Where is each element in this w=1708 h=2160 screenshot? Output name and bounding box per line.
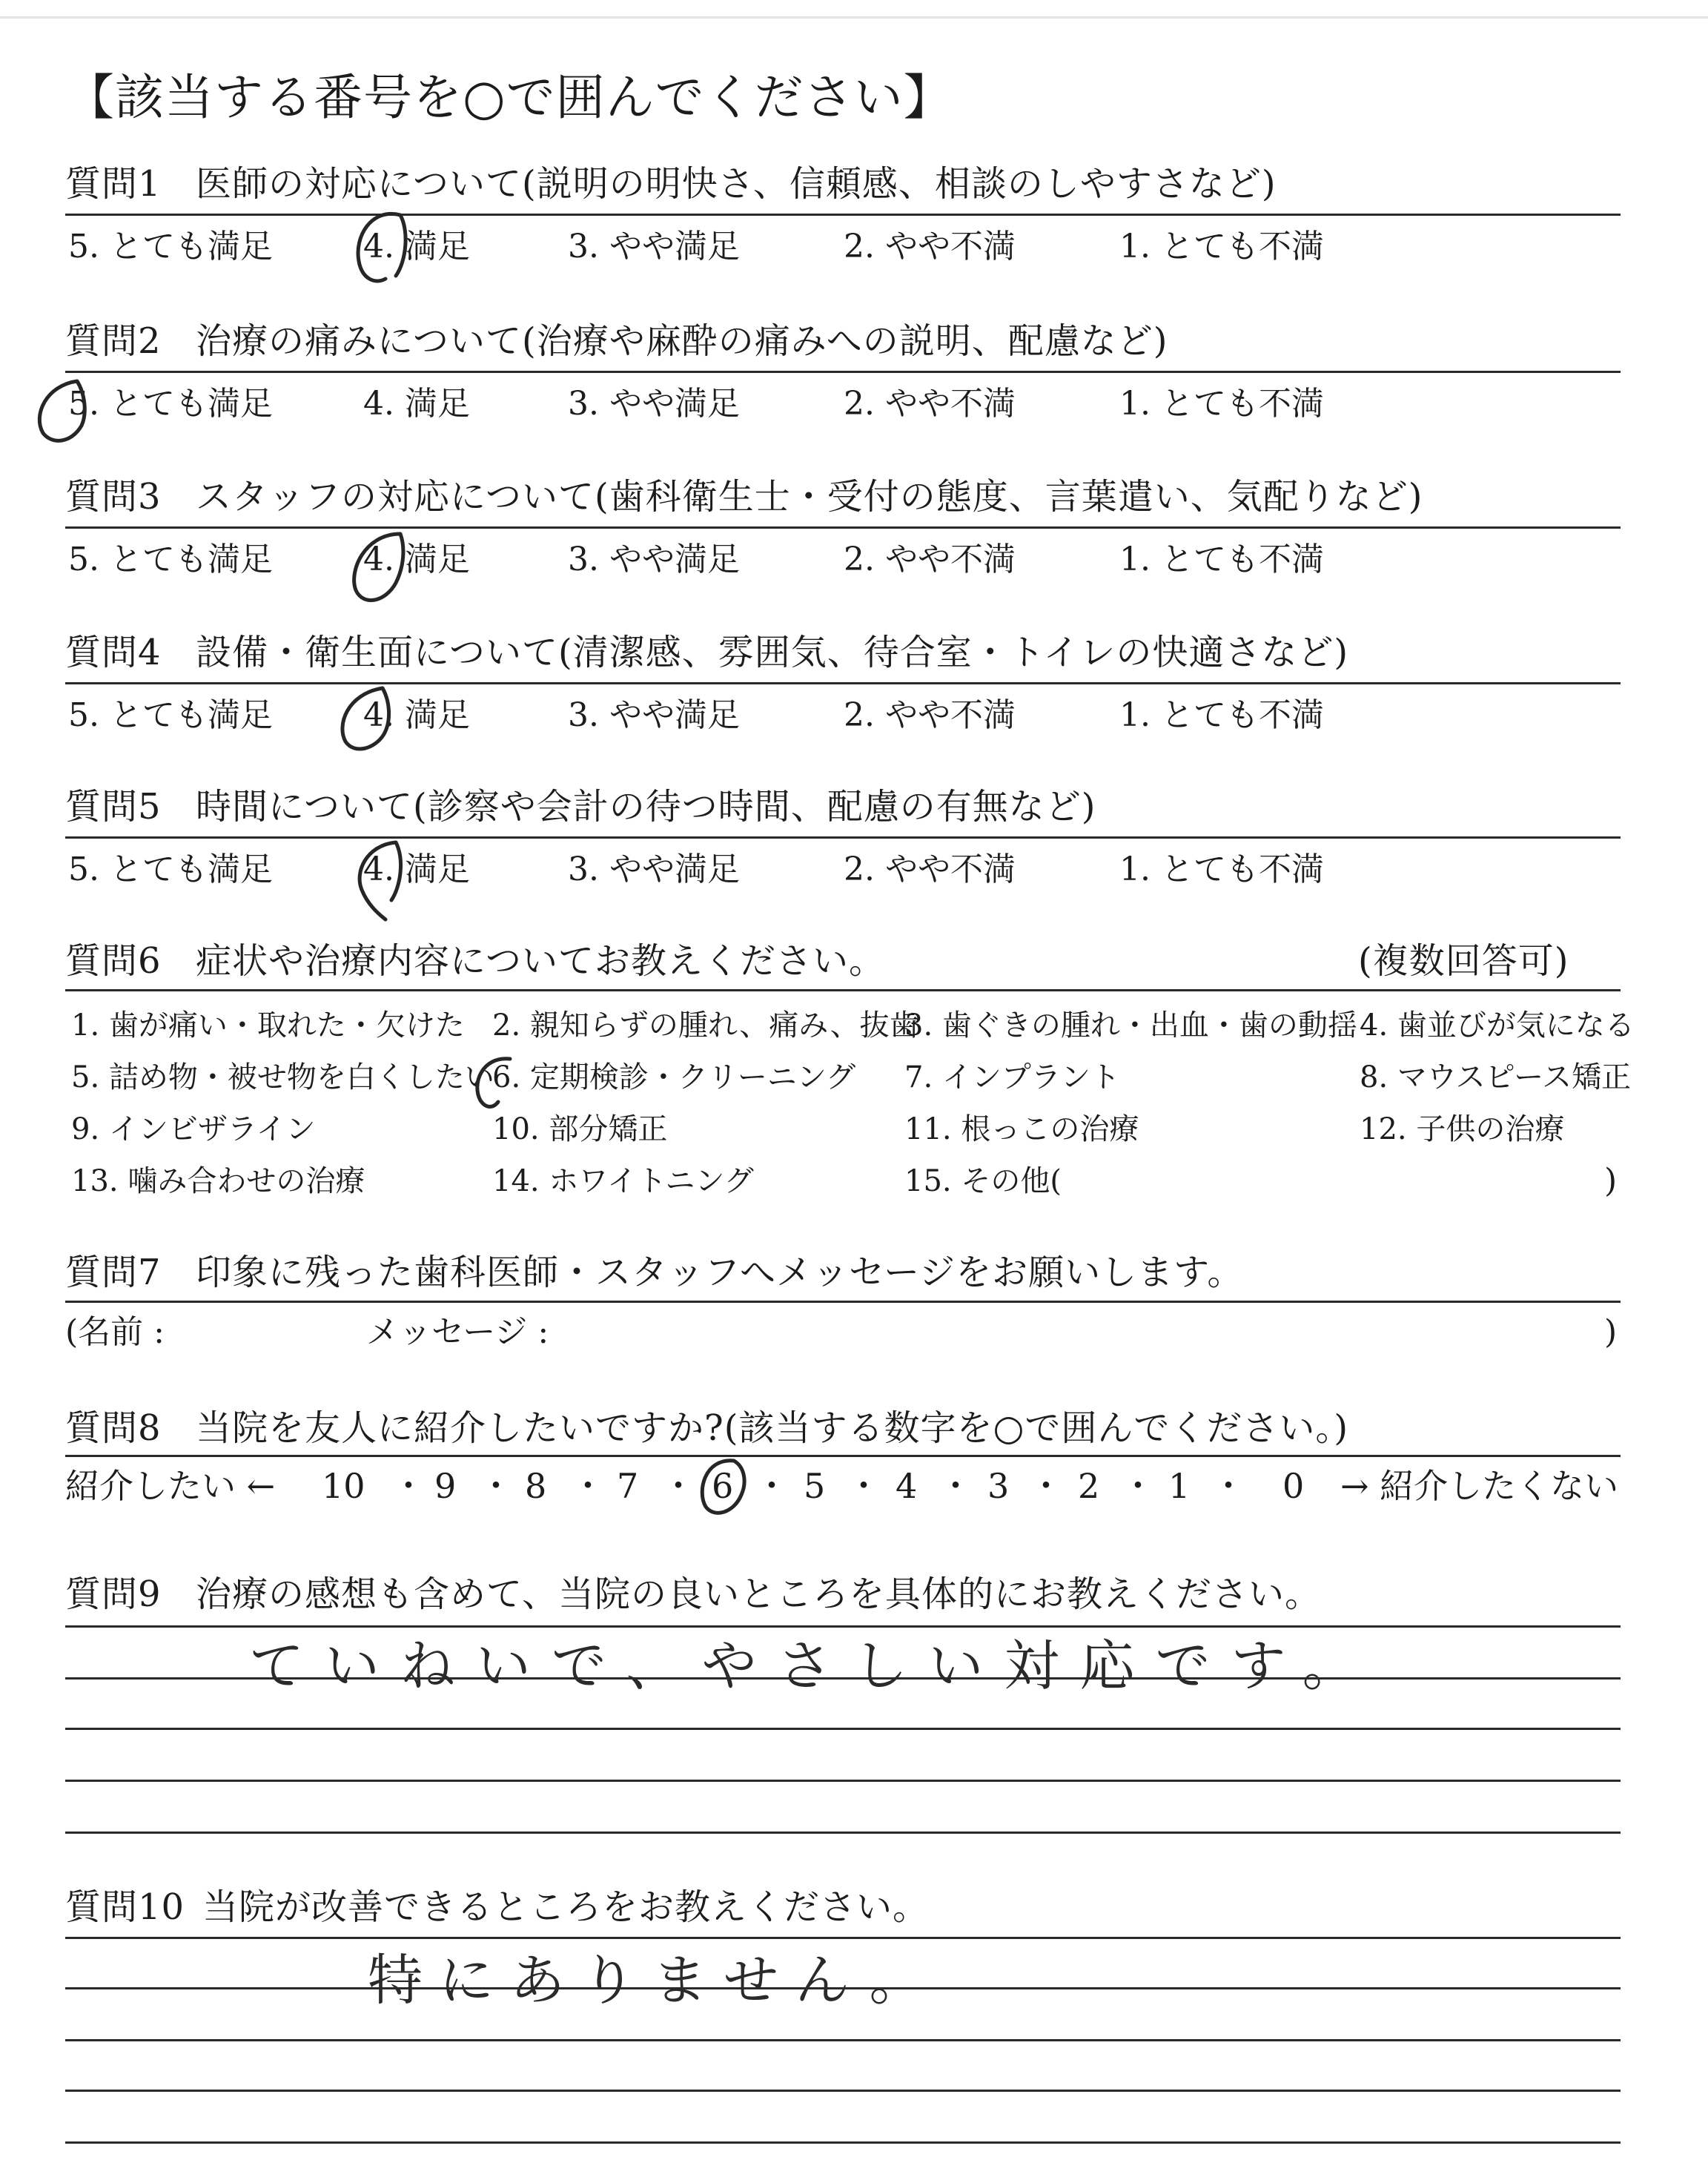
scale-separator: ・ bbox=[1029, 1466, 1063, 1506]
question-5-title bbox=[65, 785, 1096, 829]
question-9-title bbox=[65, 1572, 1321, 1616]
question-rule bbox=[65, 526, 1621, 529]
rating-option-2[interactable]: 2. やや不満 bbox=[844, 696, 1016, 734]
rating-option-2[interactable]: 2. やや不満 bbox=[844, 228, 1016, 265]
question-rule bbox=[65, 989, 1621, 991]
rating-option-5[interactable]: 5. とても満足 bbox=[68, 228, 273, 265]
answer-line bbox=[65, 1832, 1621, 1834]
rating-option-2[interactable]: 2. やや不満 bbox=[844, 851, 1016, 888]
rating-option-5[interactable]: 5. とても満足 bbox=[68, 541, 273, 578]
question-text: 当院を友人に紹介したいですか?(該当する数字を○で囲んでください。) bbox=[196, 1407, 1349, 1449]
question-7-title bbox=[65, 1250, 1243, 1295]
rating-option-4[interactable]: 4. 満足 bbox=[363, 851, 470, 888]
rating-option-4[interactable]: 4. 満足 bbox=[363, 541, 470, 578]
question-text: 時間について(診察や会計の待つ時間、配慮の有無など) bbox=[196, 786, 1096, 828]
symptom-option-14[interactable]: 14. ホワイトニング bbox=[492, 1164, 754, 1198]
symptom-option-2[interactable]: 2. 親知らずの腫れ、痛み、抜歯 bbox=[492, 1008, 919, 1043]
scale-separator: ・ bbox=[391, 1466, 426, 1506]
question-number: 質問9 bbox=[65, 1573, 162, 1615]
rating-option-3[interactable]: 3. やや満足 bbox=[568, 228, 740, 265]
answer-line bbox=[65, 2039, 1621, 2041]
question-rule bbox=[65, 836, 1621, 839]
question-number: 質問4 bbox=[65, 632, 162, 673]
question-text: 当院が改善できるところをお教えください。 bbox=[202, 1886, 930, 1928]
rating-option-3[interactable]: 3. やや満足 bbox=[568, 385, 740, 423]
scale-8[interactable]: 8 bbox=[525, 1466, 547, 1506]
question-number: 質問2 bbox=[65, 320, 162, 362]
rating-option-5[interactable]: 5. とても満足 bbox=[68, 696, 273, 734]
rating-option-4[interactable]: 4. 満足 bbox=[363, 228, 470, 265]
symptom-option-6[interactable]: 6. 定期検診・クリーニング bbox=[492, 1060, 856, 1094]
question-number: 質問10 bbox=[65, 1886, 185, 1928]
scale-7[interactable]: 7 bbox=[617, 1466, 639, 1506]
question-6-title bbox=[65, 939, 885, 983]
question-rule bbox=[65, 1455, 1621, 1457]
scale-separator: ・ bbox=[847, 1466, 881, 1506]
question-text: 印象に残った歯科医師・スタッフへメッセージをお願いします。 bbox=[196, 1252, 1244, 1293]
question-number: 質問1 bbox=[65, 163, 162, 205]
question-4-title bbox=[65, 630, 1348, 675]
rating-option-1[interactable]: 1. とても不満 bbox=[1119, 385, 1324, 423]
scale-9[interactable]: 9 bbox=[434, 1466, 457, 1506]
question-rule bbox=[65, 214, 1621, 216]
symptom-option-5[interactable]: 5. 詰め物・被せ物を白くしたい bbox=[71, 1060, 494, 1094]
question-number: 質問7 bbox=[65, 1252, 162, 1293]
rating-option-1[interactable]: 1. とても不満 bbox=[1119, 696, 1324, 734]
question-10-title bbox=[65, 1885, 929, 1929]
scale-4[interactable]: 4 bbox=[896, 1466, 918, 1506]
scale-5[interactable]: 5 bbox=[804, 1466, 826, 1506]
question-1-title bbox=[65, 162, 1277, 206]
rating-option-4[interactable]: 4. 満足 bbox=[363, 696, 470, 734]
scale-6[interactable]: 6 bbox=[712, 1466, 734, 1506]
rating-option-1[interactable]: 1. とても不満 bbox=[1119, 851, 1324, 888]
question-text: 治療の痛みについて(治療や麻酔の痛みへの説明、配慮など) bbox=[196, 320, 1168, 362]
answer-line bbox=[65, 2090, 1621, 2092]
question-2-title bbox=[65, 319, 1168, 363]
scale-separator: ・ bbox=[661, 1466, 695, 1506]
scale-2[interactable]: 2 bbox=[1078, 1466, 1100, 1506]
symptom-option-7[interactable]: 7. インプラント bbox=[904, 1060, 1120, 1094]
question-text: 治療の感想も含めて、当院の良いところを具体的にお教えください。 bbox=[196, 1573, 1322, 1615]
symptom-option-12[interactable]: 12. 子供の治療 bbox=[1360, 1112, 1565, 1146]
symptom-option-1[interactable]: 1. 歯が痛い・取れた・欠けた bbox=[71, 1008, 465, 1043]
rating-option-3[interactable]: 3. やや満足 bbox=[568, 696, 740, 734]
scale-separator: ・ bbox=[1121, 1466, 1155, 1506]
scale-separator: ・ bbox=[571, 1466, 605, 1506]
question-number: 質問8 bbox=[65, 1407, 162, 1449]
rating-option-3[interactable]: 3. やや満足 bbox=[568, 541, 740, 578]
symptom-option-15[interactable]: 15. その他( bbox=[904, 1164, 1062, 1198]
rating-option-5[interactable]: 5. とても満足 bbox=[68, 385, 273, 423]
question-rule bbox=[65, 682, 1621, 684]
symptom-option-11[interactable]: 11. 根っこの治療 bbox=[904, 1112, 1139, 1146]
scale-3[interactable]: 3 bbox=[987, 1466, 1010, 1506]
message-label: メッセージ : bbox=[366, 1313, 549, 1351]
answer-line bbox=[65, 1780, 1621, 1782]
rating-option-3[interactable]: 3. やや満足 bbox=[568, 851, 740, 888]
rating-option-1[interactable]: 1. とても不満 bbox=[1119, 228, 1324, 265]
question-3-title bbox=[65, 475, 1423, 519]
question-number: 質問3 bbox=[65, 476, 162, 518]
question-text: 医師の対応について(説明の明快さ、信頼感、相談のしやすさなど) bbox=[196, 163, 1277, 205]
scale-separator: ・ bbox=[939, 1466, 973, 1506]
question-rule bbox=[65, 371, 1621, 373]
page-top-edge bbox=[0, 16, 1708, 19]
answer-line bbox=[65, 2141, 1621, 2144]
symptom-option-8[interactable]: 8. マウスピース矯正 bbox=[1360, 1060, 1632, 1094]
rating-option-2[interactable]: 2. やや不満 bbox=[844, 541, 1016, 578]
other-close-paren: ) bbox=[1604, 1162, 1618, 1200]
name-label: (名前 : bbox=[65, 1313, 165, 1351]
symptom-option-13[interactable]: 13. 噛み合わせの治療 bbox=[71, 1164, 365, 1198]
question-number: 質問5 bbox=[65, 786, 162, 828]
question-text: 症状や治療内容についてお教えください。 bbox=[196, 940, 886, 982]
handwritten-answer-q9: ていねいで、やさしい対応です。 bbox=[249, 1634, 1378, 1698]
handwritten-answer-q10: 特にありません。 bbox=[368, 1949, 941, 2012]
question-text: 設備・衛生面について(清潔感、雰囲気、待合室・トイレの快適さなど) bbox=[196, 632, 1349, 673]
rating-option-5[interactable]: 5. とても満足 bbox=[68, 851, 273, 888]
symptom-option-4[interactable]: 4. 歯並びが気になる bbox=[1360, 1008, 1635, 1043]
symptom-option-10[interactable]: 10. 部分矯正 bbox=[492, 1112, 668, 1146]
scale-10[interactable]: 10 bbox=[322, 1466, 365, 1506]
scale-separator: ・ bbox=[479, 1466, 513, 1506]
question-8-title bbox=[65, 1406, 1348, 1450]
answer-line bbox=[65, 1728, 1621, 1730]
rating-option-1[interactable]: 1. とても不満 bbox=[1119, 541, 1324, 578]
scale-1[interactable]: 1 bbox=[1168, 1466, 1191, 1506]
rating-option-4[interactable]: 4. 満足 bbox=[363, 385, 470, 423]
question-number: 質問6 bbox=[65, 940, 162, 982]
symptom-option-9[interactable]: 9. インビザライン bbox=[71, 1112, 316, 1146]
question-rule bbox=[65, 1301, 1621, 1303]
message-close-paren: ) bbox=[1604, 1313, 1618, 1351]
symptom-option-3[interactable]: 3. 歯ぐきの腫れ・出血・歯の動揺 bbox=[904, 1008, 1357, 1043]
scale-separator: ・ bbox=[1211, 1466, 1245, 1506]
recommend-left-label: 紹介したい ← bbox=[65, 1466, 276, 1506]
form-heading: 【該当する番号を○で囲んでください】 bbox=[65, 69, 953, 126]
scale-0[interactable]: 0 bbox=[1282, 1466, 1305, 1506]
recommend-right-label: → 紹介したくない bbox=[1340, 1466, 1619, 1506]
scale-separator: ・ bbox=[755, 1466, 789, 1506]
rating-option-2[interactable]: 2. やや不満 bbox=[844, 385, 1016, 423]
multiple-answer-note: (複数回答可) bbox=[1358, 940, 1569, 982]
question-text: スタッフの対応について(歯科衛生士・受付の態度、言葉遣い、気配りなど) bbox=[196, 476, 1423, 518]
